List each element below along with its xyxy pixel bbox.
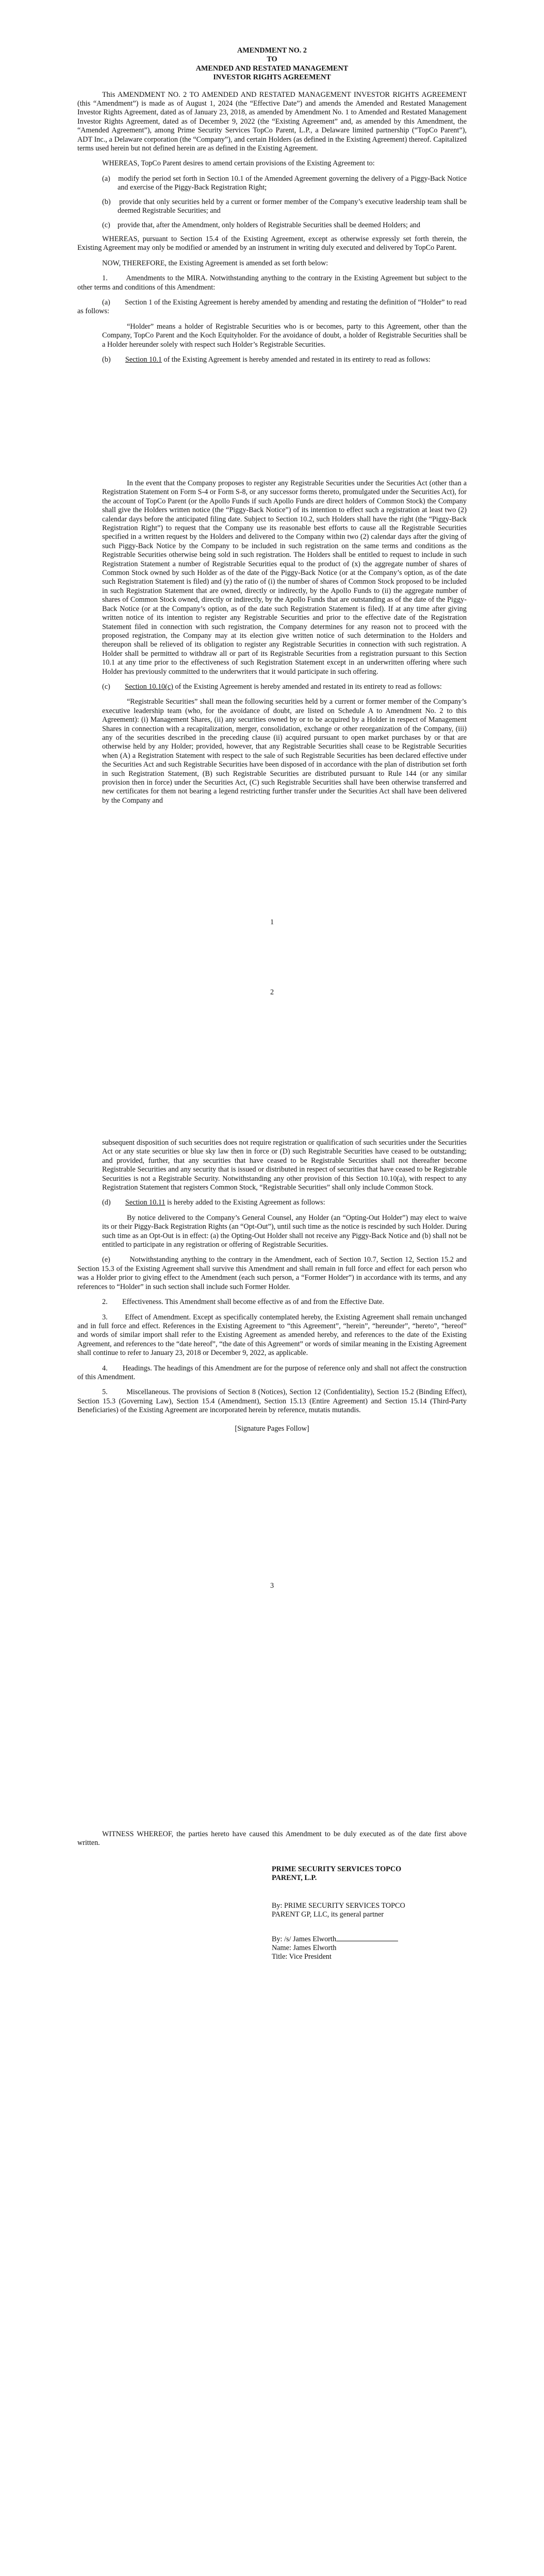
section-1a: (a) Section 1 of the Existing Agreement is hereby amended by amending and restating the definition of “Holder” to read as follows: [77,298,467,316]
section-1c-text: of the Existing Agreement is hereby amended and restated in its entirety to read as follows: [173,682,442,691]
entity-name: PARENT, L.P. [272,1874,317,1883]
signatory-name: Name: James Elworth [272,1944,337,1953]
section-4: 4. Headings. The headings of this Amendment are for the purpose of reference only and shall not affect the construction of this Amendment. [77,1364,467,1381]
section-1c-prefix: (c) [102,682,125,691]
by-line-text: PARENT GP, LLC, its general partner [272,1910,384,1919]
signature-block [272,1865,468,1962]
registrable-securities-definition: “Registrable Securities” shall mean the following securities held by a current or former member of the Company’s executive leadership team (who, for the avoidance of doubt, are listed on Schedule A to Amendment No. 2 to this Agreement): (i) Management Shares, (ii) any securities owned by or to be acquired by a Holder in respect of Management Shares in connection with a recapitalization, merger, consolidation, exchange or other reorganization of the Company, (iii) any of the securities described in the preceding clause (ii) acquired pursuant to open market purchases by or that are otherwise held by any Holder; provided, however, that any Registrable Securities shall cease to be Registrable Securities when (A) a Registration Statement with respect to the sale of such Registrable Securities has been declared effective under the Securities Act and such Registrable Securities have been disposed of in accordance with the plan of distribution set forth in such Registration Statement, (B) such Registrable Securities are distributed pursuant to Rule 144 (or any similar provision then in force) under the Securities Act, (C) such Registrable Securities shall have been otherwise transferred and new certificates for them not bearing a legend restricting further transfer under the Securities Act shall have been delivered by the Company and [102,698,467,805]
section-1d-prefix: (d) [102,1198,125,1207]
section-1d [77,1198,467,1207]
list-item: (a) modify the period set forth in Section 10.1 of the Amended Agreement governing the delivery of a Piggy-Back Notice and exercise of the Piggy-Back Registration Right; [102,174,467,192]
now-therefore-paragraph: NOW, THEREFORE, the Existing Agreement is amended as set forth below: [102,259,328,267]
title-line: INVESTOR RIGHTS AGREEMENT [213,73,331,82]
list-item: (b) provide that only securities held by a current or former member of the Company’s executive leadership team shall be deemed Registrable Securities; and [102,197,467,215]
section-1e: (e) Notwithstanding anything to the contrary in the Amendment, each of Section 10.7, Section 12, Section 15.2 and Section 15.3 of the Existing Agreement shall survive this Amendment and shall remain in full force and effect for each person who was a Holder prior to giving effect to the Amendment (each such person, a “Former Holder”) in accordance with its terms, and any references to “Holder” in such section shall include such Former Holder. [77,1256,467,1291]
by-line: By: PRIME SECURITY SERVICES TOPCO [272,1901,405,1910]
continuation-paragraph: subsequent disposition of such securities does not require registration or qualification of such securities under the Securities Act or any state securities or blue sky law then in force or (D) such Registrable Securities have ceased to be outstanding; and provided, further, that any securities that have ceased to be Registrable Securities shall not thereafter become Registrable Securities and any security that is issued or distributed in respect of securities that have ceased to be Registrable Securities is not a Registrable Security. Notwithstanding any other provision of this Section 10.10(a), with respect to any Registration Statement that registers Common Stock, “Registrable Securities” shall only include Common Stock. [102,1139,467,1192]
title-line: AMENDMENT NO. 2 [237,46,307,55]
page-number: 2 [270,988,274,996]
page-3 [77,1139,467,1433]
section-1b-prefix: (b) [102,355,125,364]
page-4 [77,1830,467,1854]
section-1d-link: Section 10.11 [125,1198,166,1207]
section-1c [77,683,467,691]
document-title [77,46,467,82]
by-line [272,1910,468,1919]
opt-out-paragraph: By notice delivered to the Company’s General Counsel, any Holder (an “Opting-Out Holder”) may elect to waive its or their Piggy-Back Registration Rights (an “Opt-Out”), until such time as the notice is rescinded by such Holder. During such time as an Opt-Out is in effect: (a) the Opting-Out Holder shall not receive any Piggy-Back Notice and (b) shall not be entitled to participate in any registration or offering of Registrable Securities. [102,1213,467,1249]
signature-pages-follow: [Signature Pages Follow] [235,1424,309,1433]
whereas-paragraph: WHEREAS, pursuant to Section 15.4 of the Existing Agreement, except as otherwise expressly set forth therein, the Existing Agreement may only be modified or amended by an instrument in writing duly executed and delivered by TopCo Parent. [77,234,467,252]
section-1: 1. Amendments to the MIRA. Notwithstanding anything to the contrary in the Existing Agreement but subject to the other terms and conditions of this Amendment: [77,274,467,292]
title-line: TO [267,55,277,64]
page-2 [77,479,467,811]
page-number: 3 [270,1582,274,1590]
whereas-paragraph: WHEREAS, TopCo Parent desires to amend certain provisions of the Existing Agreement to: [102,159,375,168]
section-1b [77,355,467,364]
piggy-back-text: In the event that the Company proposes to register any Registrable Securities under the Securities Act (other than a Registration Statement on Form S-4 or Form S-8, or any successor forms thereto, promulgated under the Securities Act), for the account of TopCo Parent (or the Apollo Funds if such Apollo Funds are direct holders of Common Stock) the Company shall give the Holders written notice (the “Piggy-Back Notice”) of its intention to effect such a registration at least two (2) calendar days before the anticipated filing date. Subject to Section 10.2, such Holders shall have the right (the “Piggy-Back Registration Right”) to request that the Company use its reasonable best efforts to cause all the Registrable Securities specified in a written request by the Holders and delivered to the Company within two (2) calendar days after the giving of such Piggy-Back Notice by the Company to be included in such registration on the same terms and conditions as the Registrable Securities otherwise being sold in such registration. The Holders shall be entitled to request to include in such Registration Statement a number of Registrable Securities equal to the product of (x) the aggregate number of shares of Common Stock owned by such Holder as of the date of the Piggy-Back Notice (or at the Company’s option, as of the date such Registration Statement is filed) and (y) the ratio of (i) the number of shares of Common Stock proposed to be included in such Registration Statement that are owned, directly or indirectly, by the Apollo Funds to (ii) the aggregate number of shares of Common Stock owned, directly or indirectly, by the Apollo Funds that are outstanding as of the date of the Piggy-Back Notice (or at the Company’s option, as of the date such Registration Statement is filed). If at any time after giving written notice of its intention to register any Registrable Securities and prior to the effective date of the Registration Statement filed in connection with such registration, the Company determines for any reason not to proceed with the proposed registration, the Company may at its election give written notice of such determination to the Holders and thereupon shall be relieved of its obligation to register any Registrable Securities in connection with such registration. A Holder shall be permitted to withdraw all or part of its Registrable Securities from a registration pursuant to this Section 10.1 at any time prior to the effectiveness of such Registration Statement except in an underwritten offering where such Holder has previously committed to the underwriters that it would participate in such offering. [102,479,467,676]
list-item: (c) provide that, after the Amendment, only holders of Registrable Securities shall be deemed Holders; and [102,221,420,229]
signature-text: By: /s/ James Elworth [272,1935,336,1943]
page-number: 1 [270,918,274,926]
section-1d-text: is hereby added to the Existing Agreement as follows: [165,1198,325,1207]
section-3: 3. Effect of Amendment. Except as specifically contemplated hereby, the Existing Agreement shall remain unchanged and in full force and effect. References in the Existing Agreement to “this Agreement”, “herein”, “hereunder”, “hereto”, “hereof” and words of similar import shall refer to the Existing Agreement as amended hereby, and references to the date of the Existing Agreement, and references to the “date hereof”, “the date of this Agreement” or words of similar meaning in the Existing Agreement shall continue to refer to January 23, 2018 or December 9, 2022, as applicable. [77,1313,467,1358]
intro-paragraph: This AMENDMENT NO. 2 TO AMENDED AND RESTATED MANAGEMENT INVESTOR RIGHTS AGREEMENT (this “Amendment”) is made as of August 1, 2024 (the “Effective Date”) and amends the Amended and Restated Management Investor Rights Agreement, dated as of January 23, 2018, as amended by Amendment No. 1 to Amended and Restated Management Investor Rights Agreement, dated as of December 9, 2022 (the “Existing Agreement” and, as amended by this Amendment, the “Amended Agreement”), among Prime Security Services TopCo Parent, L.P., a Delaware limited partnership (“TopCo Parent”), ADT Inc., a Delaware corporation (the “Company”), and certain Holders (as defined in the Existing Agreement) thereof. Capitalized terms used herein but not defined herein are as defined in the Existing Agreement. [77,90,467,153]
section-2: 2. Effectiveness. This Amendment shall become effective as of and from the Effective Date. [102,1298,384,1307]
title-line: AMENDED AND RESTATED MANAGEMENT [195,64,349,73]
page-1 [77,46,467,370]
section-1b-link: Section 10.1 [125,355,162,364]
entity-name: PRIME SECURITY SERVICES TOPCO [272,1865,402,1873]
holder-definition: “Holder” means a holder of Registrable Securities who is or becomes, party to this Agreement, other than the Company, TopCo Parent and the Koch Equityholder. For the avoidance of doubt, a holder of Registrable Securities shall be a Holder hereunder solely with respect such Holder’s Registrable Securities. [102,322,467,349]
witness-paragraph: WITNESS WHEREOF, the parties hereto have caused this Amendment to be duly executed as of the date first above written. [77,1830,467,1848]
section-1c-link: Section 10.10(c) [125,682,173,691]
section-5: 5. Miscellaneous. The provisions of Section 8 (Notices), Section 12 (Confidentiality), Section 15.2 (Binding Effect), Section 15.3 (Governing Law), Section 15.4 (Amendment), Section 15.13 (Entire Agreement) and Section 15.14 (Third-Party Beneficiaries) of the Existing Agreement are incorporated herein by reference, mutatis mutandis. [77,1388,467,1415]
signatory-title: Title: Vice President [272,1953,332,1961]
section-1b-text: of the Existing Agreement is hereby amended and restated in its entirety to read as follows: [161,355,431,364]
signature-line [272,1935,468,1944]
